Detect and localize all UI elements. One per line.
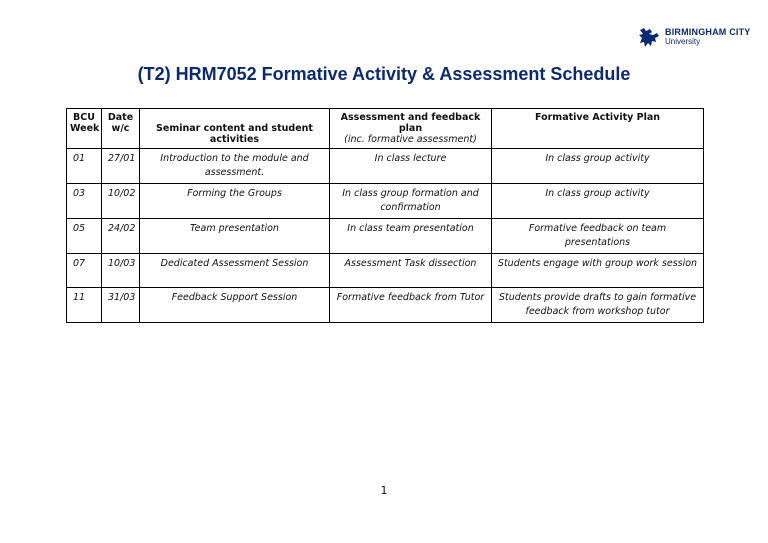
header-week <box>67 109 102 149</box>
lion-crest-icon <box>637 26 661 48</box>
cell-date: 10/03 <box>102 254 140 288</box>
cell-plan: Formative feedback from Tutor <box>330 288 492 323</box>
header-week-line2: Week <box>70 123 100 134</box>
logo-sub: University <box>665 37 701 46</box>
header-week-line1: BCU <box>73 112 95 123</box>
university-logo <box>637 26 751 48</box>
table-header-row <box>67 109 704 149</box>
cell-formative: Students engage with group work session <box>492 254 704 288</box>
cell-date: 27/01 <box>102 149 140 184</box>
cell-formative: In class group activity <box>492 184 704 219</box>
cell-plan: In class lecture <box>330 149 492 184</box>
cell-seminar: Feedback Support Session <box>140 288 330 323</box>
cell-seminar: Dedicated Assessment Session <box>140 254 330 288</box>
cell-week: 05 <box>67 219 102 254</box>
header-plan-sub: (inc. formative assessment) <box>344 134 477 145</box>
cell-formative: Students provide drafts to gain formative feedback from workshop tutor <box>492 288 704 323</box>
header-date <box>102 109 140 149</box>
cell-date: 24/02 <box>102 219 140 254</box>
cell-plan: In class team presentation <box>330 219 492 254</box>
table-row <box>67 184 704 219</box>
logo-name: BIRMINGHAM CITY <box>665 27 751 37</box>
header-seminar: Seminar content and student activities <box>140 109 330 149</box>
cell-seminar: Introduction to the module and assessment. <box>140 149 330 184</box>
header-formative: Formative Activity Plan <box>492 109 704 149</box>
cell-week: 01 <box>67 149 102 184</box>
cell-date: 31/03 <box>102 288 140 323</box>
header-date-line1: Date <box>107 112 134 123</box>
header-plan <box>330 109 492 149</box>
schedule-table <box>66 108 704 323</box>
page-title: (T2) HRM7052 Formative Activity & Assessment Schedule <box>137 64 631 84</box>
page-number: 1 <box>380 484 388 497</box>
cell-week: 11 <box>67 288 102 323</box>
cell-plan: Assessment Task dissection <box>330 254 492 288</box>
logo-wordmark <box>665 27 751 47</box>
cell-formative: In class group activity <box>492 149 704 184</box>
cell-seminar: Forming the Groups <box>140 184 330 219</box>
cell-week: 03 <box>67 184 102 219</box>
cell-seminar: Team presentation <box>140 219 330 254</box>
table-row <box>67 149 704 184</box>
cell-plan: In class group formation and confirmation <box>330 184 492 219</box>
table-row <box>67 288 704 323</box>
header-plan-title: Assessment and feedback plan <box>340 112 481 134</box>
cell-week: 07 <box>67 254 102 288</box>
header-date-line2: w/c <box>111 123 130 134</box>
table-row <box>67 254 704 288</box>
table-row <box>67 219 704 254</box>
cell-date: 10/02 <box>102 184 140 219</box>
cell-formative: Formative feedback on team presentations <box>492 219 704 254</box>
